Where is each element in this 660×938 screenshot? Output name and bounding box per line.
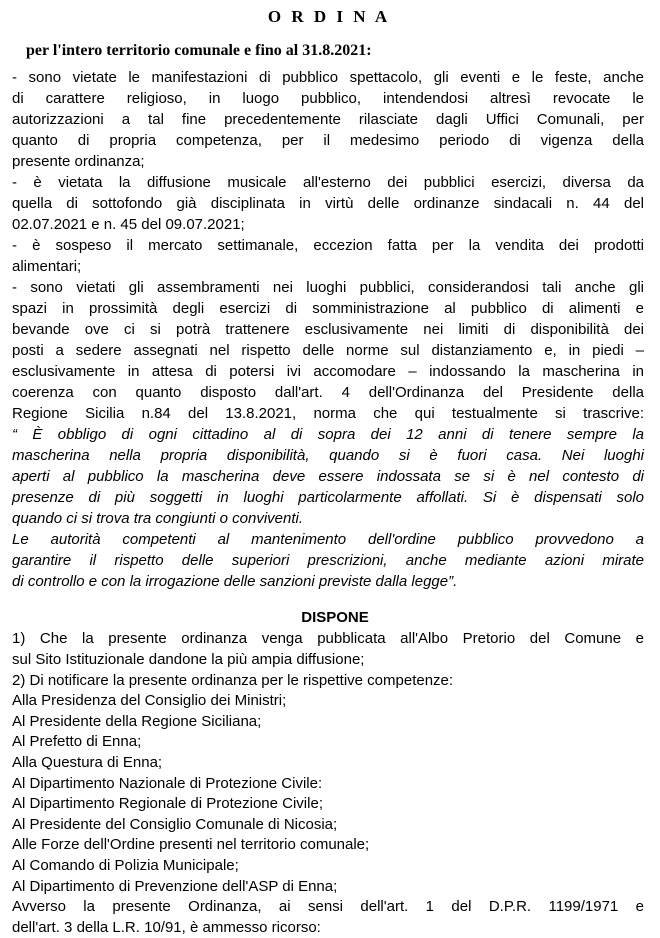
document-subtitle: per l'intero territorio comunale e fino al 31.8.2021:: [26, 42, 372, 59]
quote-line: Le autorità competenti al mantenimento dell'ordine pubblico provvedono a: [12, 531, 644, 548]
paragraph-market-suspension: [12, 235, 644, 277]
list-line: Al Comando di Polizia Municipale;: [12, 856, 239, 874]
document-title: O R D I N A: [267, 7, 391, 26]
text-line: di carattere religioso, in luogo pubblico, intendendosi altresì revocate le: [12, 90, 644, 107]
quote-line: quando ci si trova tra congiunti o conviventi.: [12, 510, 303, 527]
list-line: Avverso la presente Ordinanza, ai sensi dell'art. 1 del D.P.R. 1199/1971 e: [12, 898, 644, 916]
paragraph-events-ban: [12, 67, 644, 172]
text-line: esclusivamente in attesa di potersi ivi accomodare – indossando la mascherina in: [12, 363, 644, 380]
dispone-list: [12, 628, 644, 938]
text-line: - sono vietati gli assembramenti nei luoghi pubblici, considerandosi tali anche gli: [12, 279, 644, 296]
list-line: Alla Presidenza del Consiglio dei Ministri;: [12, 692, 287, 710]
list-line: Al Dipartimento di Prevenzione dell'ASP di Enna;: [12, 877, 338, 895]
quote-line: “ È obbligo di ogni cittadino al di sopra dei 12 anni di tenere sempre la: [12, 426, 644, 443]
list-line: Al Presidente della Regione Siciliana;: [12, 712, 262, 730]
text-line: - è sospeso il mercato settimanale, eccezion fatta per la vendita dei prodotti: [12, 237, 644, 254]
list-line: dell'art. 3 della L.R. 10/91, è ammesso ricorso:: [12, 919, 321, 937]
text-line: - sono vietate le manifestazioni di pubblico spettacolo, gli eventi e le feste, anche: [12, 69, 644, 86]
text-line: autorizzazioni a tal fine precedentemente rilasciate dagli Uffici Comunali, per: [12, 111, 644, 128]
text-line: 02.07.2021 e n. 45 del 09.07.2021;: [12, 216, 245, 233]
list-line: Alle Forze dell'Ordine presenti nel territorio comunale;: [12, 836, 370, 854]
text-line: spazi in prossimità degli esercizi di somministrazione al pubblico di alimenti e: [12, 300, 644, 317]
list-line: sul Sito Istituzionale dandone la più ampia diffusione;: [12, 651, 365, 668]
text-line: posti a sedere assegnati nel rispetto delle norme sul distanziamento e, in piedi –: [12, 342, 644, 359]
list-line: Al Dipartimento Nazionale di Protezione Civile:: [12, 774, 323, 792]
text-line: presente ordinanza;: [12, 153, 145, 170]
text-line: quanto di propria competenza, per il medesimo periodo di vigenza della: [12, 132, 644, 149]
dispone-heading: DISPONE: [301, 609, 369, 626]
text-line: coerenza con quanto disposto dall'art. 4 dell'Ordinanza del Presidente della: [12, 384, 644, 401]
list-line: 2) Di notificare la presente ordinanza per le rispettive competenze:: [12, 671, 454, 689]
list-line: Al Presidente del Consiglio Comunale di Nicosia;: [12, 815, 338, 833]
paragraph-gatherings-ban: [12, 277, 644, 424]
list-line: 1) Che la presente ordinanza venga pubblicata all'Albo Pretorio del Comune e: [12, 630, 644, 647]
quoted-regulation: [12, 424, 644, 592]
quote-line: mascherina nella propria disponibilità, quando si è fuori casa. Nei luoghi: [12, 447, 644, 464]
paragraph-music-ban: [12, 172, 644, 235]
quote-line: di controllo e con la irrogazione delle sanzioni previste dalla legge”.: [12, 573, 458, 590]
list-line: Al Dipartimento Regionale di Protezione Civile;: [12, 795, 323, 813]
quote-line: garantire il rispetto delle superiori prescrizioni, anche mediante azioni mirate: [12, 552, 644, 569]
text-line: Regione Sicilia n.84 del 13.8.2021, norma che qui testualmente si trascrive:: [12, 405, 644, 422]
text-line: quella di sottofondo già disciplinata in virtù delle ordinanze sindacali n. 44 del: [12, 195, 644, 212]
quote-line: presenze di più soggetti in luoghi particolarmente affollati. Si è dispensati solo: [12, 489, 644, 506]
list-line: Alla Questura di Enna;: [12, 753, 163, 771]
quote-line: aperti al pubblico la mascherina deve essere indossata se si è nel contesto di: [12, 468, 644, 485]
text-line: bevande ove ci si potrà trattenere esclusivamente nei limiti di disponibilità dei: [12, 321, 644, 338]
text-line: - è vietata la diffusione musicale all'esterno dei pubblici esercizi, diversa da: [12, 174, 644, 191]
text-line: alimentari;: [12, 258, 82, 275]
list-line: Al Prefetto di Enna;: [12, 733, 142, 751]
